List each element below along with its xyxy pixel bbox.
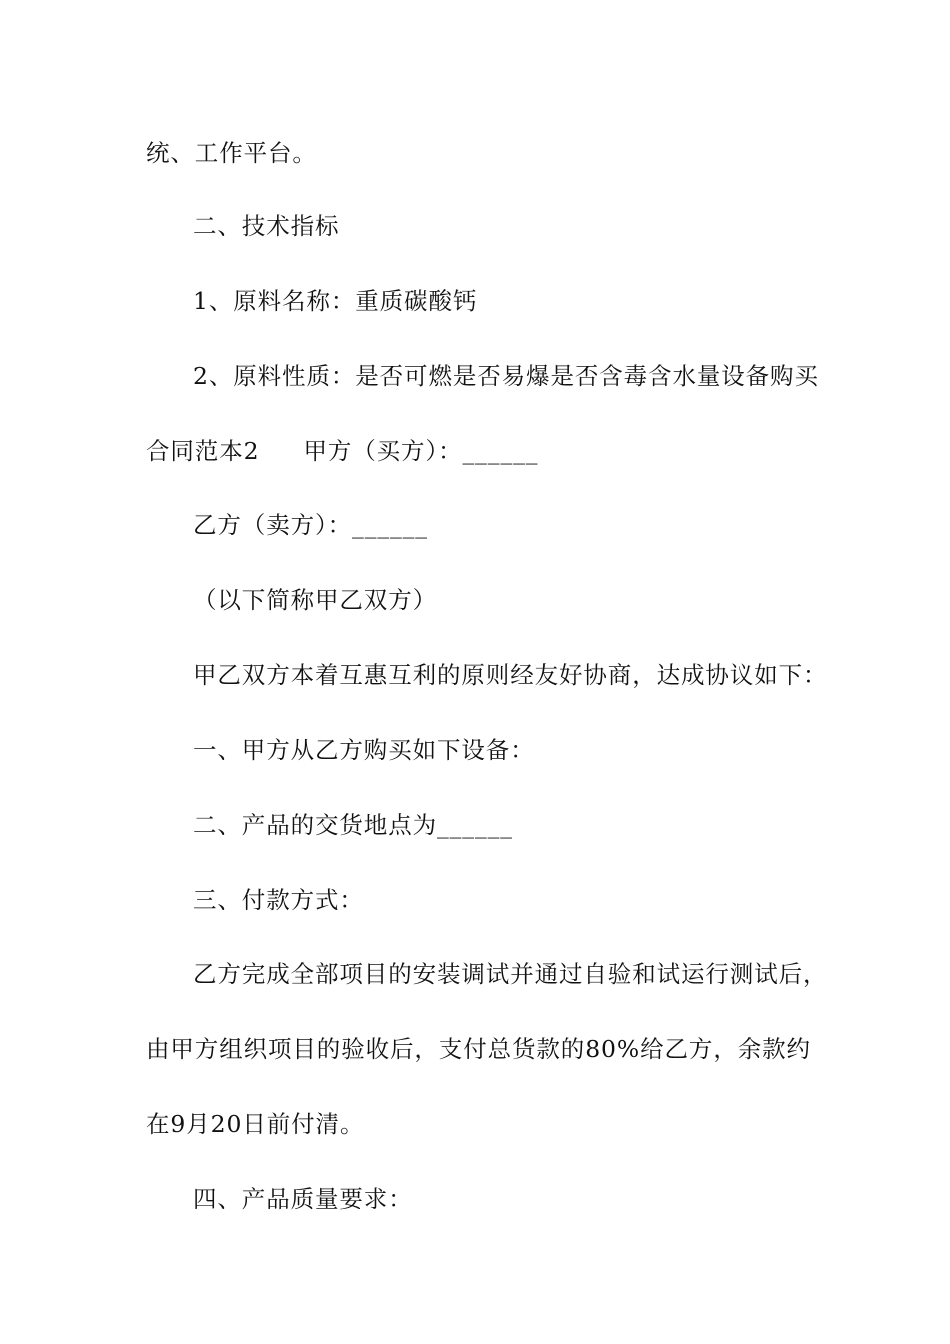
section-heading: 一、甲方从乙方购买如下设备： — [193, 736, 535, 764]
paragraph-line: （以下简称甲乙双方） — [193, 586, 437, 614]
paragraph-line: 统、工作平台。 — [146, 139, 317, 167]
section-heading: 四、产品质量要求： — [193, 1185, 413, 1213]
party-b-field: 乙方（卖方）：______ — [193, 511, 428, 539]
paragraph-line: 1、原料名称：重质碳酸钙 — [193, 287, 478, 315]
paragraph-line: 2、原料性质：是否可燃是否易爆是否含毒含水量设备购买 — [193, 362, 819, 390]
contract-template-label: 合同范本2 — [146, 437, 260, 465]
paragraph-line: 乙方完成全部项目的安装调试并通过自验和试运行测试后， — [193, 960, 828, 988]
paragraph-line: 由甲方组织项目的验收后，支付总货款的80%给乙方，余款约 — [146, 1035, 811, 1063]
paragraph-line: 在9月20日前付清。 — [146, 1110, 365, 1138]
paragraph-line — [146, 431, 826, 471]
party-a-field: 甲方（买方）：______ — [303, 437, 539, 465]
section-heading: 二、技术指标 — [193, 212, 340, 240]
section-heading: 二、产品的交货地点为______ — [193, 811, 513, 839]
section-heading: 三、付款方式： — [193, 886, 364, 914]
paragraph-line: 甲乙双方本着互惠互利的原则经友好协商，达成协议如下： — [193, 661, 828, 689]
